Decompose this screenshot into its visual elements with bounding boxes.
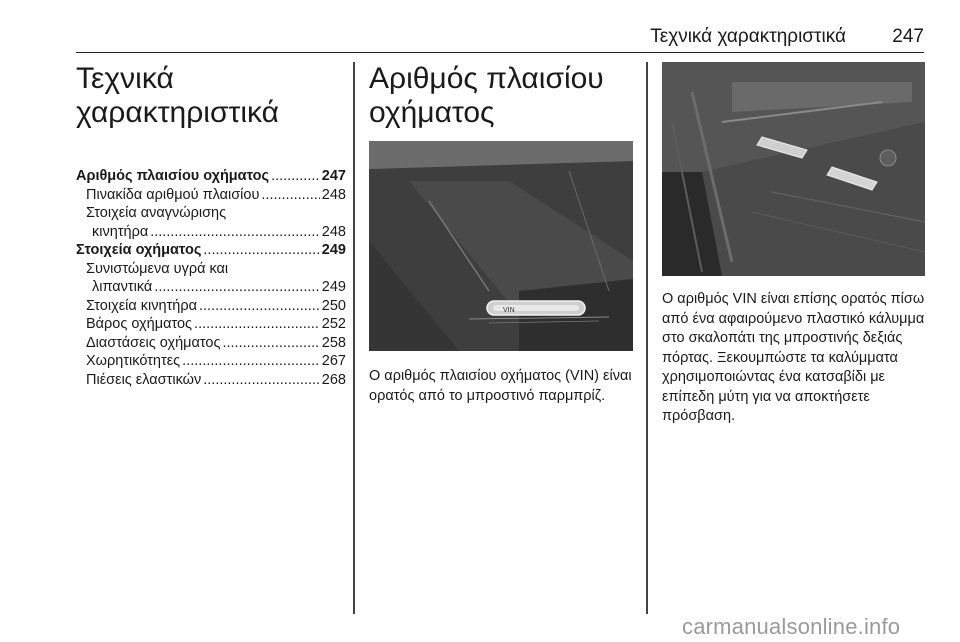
windshield-vin-drawing xyxy=(369,141,633,351)
toc-entry[interactable]: Στοιχεία κινητήρα ..... 250 xyxy=(76,298,346,317)
toc-entry[interactable]: Διαστάσεις οχήματος ..... 258 xyxy=(76,335,346,354)
column-divider xyxy=(646,62,648,614)
door-sill-drawing xyxy=(662,62,925,276)
watermark: carmanualsonline.info xyxy=(682,614,901,639)
toc-entry[interactable]: Πιέσεις ελαστικών ..... 268 xyxy=(76,372,346,391)
section-title: Αριθμός πλαισίου οχήματος xyxy=(369,62,604,129)
table-of-contents xyxy=(76,168,346,390)
toc-entry[interactable]: Πινακίδα αριθμού πλαισίου ..... 248 xyxy=(76,187,346,206)
vin-section-column xyxy=(369,62,633,404)
page-number: 247 xyxy=(892,26,924,47)
vin-plate-text: VIN xyxy=(503,307,515,314)
toc-entry: Συνιστώμενα υγρά και xyxy=(86,260,229,277)
toc-entry[interactable]: κινητήρα ..... 248 xyxy=(76,224,346,243)
chapter-title: Τεχνικά χαρακτηριστικά xyxy=(76,62,279,129)
column-divider xyxy=(353,62,355,614)
toc-column xyxy=(76,62,346,388)
figure-caption: Ο αριθμός VIN είναι επίσης ορατός πίσω από ένα αφαιρούμενο πλαστικό κάλυμμα στο σκαλοπάτι της μπροστινής δεξιάς πόρτας. Ξεκουμπώστε τα καλύμματα χρησιμοποιώντας ένα κατσαβίδι με επίπεδη μύτη για να αποκτήσετε πρόσβαση. xyxy=(662,291,925,424)
door-sill-vin-illustration xyxy=(662,62,925,276)
toc-entry[interactable]: Χωρητικότητες ..... 267 xyxy=(76,353,346,372)
figure-caption: Ο αριθμός πλαισίου οχήματος (VIN) είναι ορατός από το μπροστινό παρμπρίζ. xyxy=(369,368,632,404)
toc-entry[interactable]: Βάρος οχήματος ..... 252 xyxy=(76,316,346,335)
toc-entry: Στοιχεία αναγνώρισης xyxy=(86,205,227,221)
toc-entry[interactable]: λιπαντικά ..... 249 xyxy=(76,279,346,298)
toc-entry[interactable]: Στοιχεία οχήματος ..... 249 xyxy=(76,242,346,261)
page-header xyxy=(76,26,924,53)
windshield-vin-illustration xyxy=(369,141,633,351)
toc-entry[interactable]: Αριθμός πλαισίου οχήματος ..... 247 xyxy=(76,168,346,187)
running-title: Τεχνικά χαρακτηριστικά xyxy=(650,26,846,47)
